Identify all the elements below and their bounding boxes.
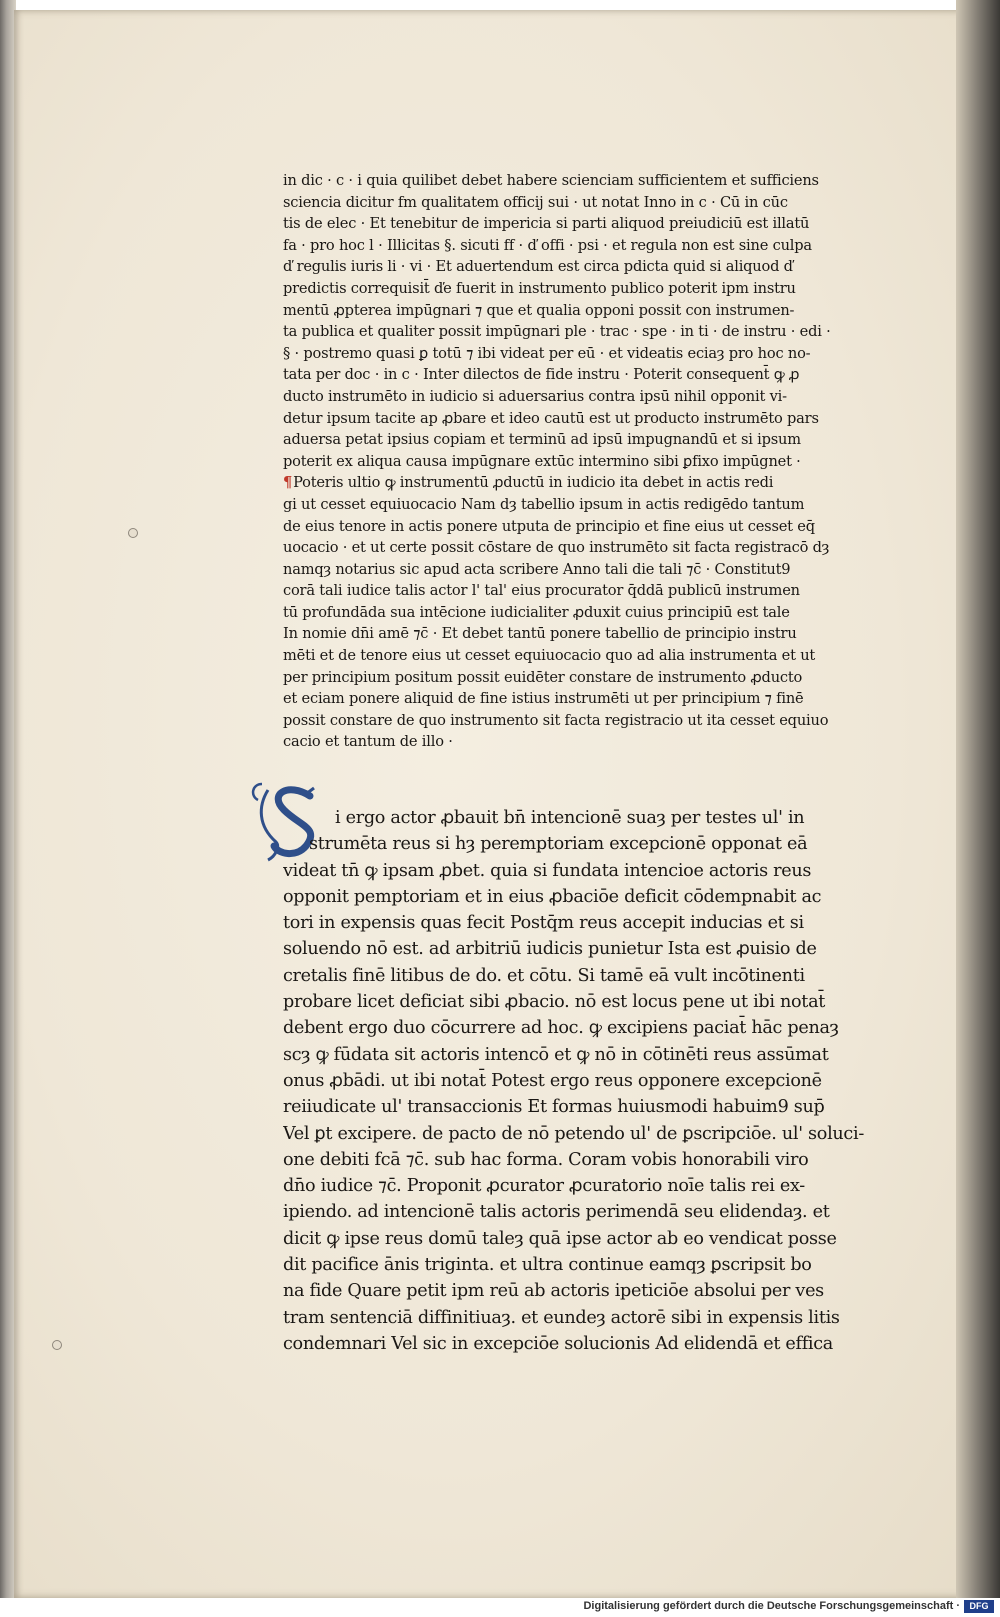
- text-line: condemnari Vel sic in excepciōe solucionis Ad elidendā et effica: [283, 1333, 833, 1354]
- text-line: reiiudicate ul' transaccionis Et formas huiusmodi habuim9 sup̄: [283, 1097, 825, 1118]
- text-line: per principium positum possit euidēter constare de instrumento ꝓducto: [283, 668, 803, 686]
- text-line: mēti et de tenore eius ut cesset equiuocacio quo ad alia instrumenta et ut: [283, 647, 816, 665]
- text-line: debent ergo duo cōcurrere ad hoc. ꝙ excipiens paciat̄ hāc penaȝ: [283, 1018, 839, 1039]
- text-line: detur ipsum tacite ap ꝓbare et ideo cautū est ut producto instrumēto pars: [283, 409, 819, 427]
- paper-blemish: [128, 528, 138, 538]
- funding-credit: Digitalisierung gefördert durch die Deutsche Forschungsgemeinschaft ·: [583, 1600, 960, 1612]
- text-line: i ergo actor ꝓbauit bn̄ intencionē suaȝ per testes ul' in: [335, 808, 805, 828]
- text-block-upper: [283, 170, 868, 753]
- rubric-mark-icon: ¶: [283, 474, 293, 492]
- text-line: scȝ ꝙ fūdata sit actoris intencō et ꝙ nō in cōtinēti reus assūmat: [283, 1044, 829, 1065]
- text-line: In nomie dn̄i amē ⁊c̄ · Et debet tantū ponere tabellio de principio instru: [283, 625, 797, 643]
- text-line: dn̄o iudice ⁊c̄. Proponit ꝓcurator ꝓcuratorio noīe talis rei ex-: [283, 1176, 805, 1197]
- dfg-logo-icon: DFG: [964, 1600, 994, 1613]
- text-line: opponit pemptoriam et in eius ꝓbaciōe deficit cōdempnabit ac: [283, 886, 822, 907]
- text-line: ¶Poteris ultio ꝙ instrumentū ꝓductū in iudicio ita debet in actis redi: [283, 472, 868, 494]
- text-line: uocacio · et ut certe possit cōstare de quo instrumēto sit facta registracō dȝ: [283, 539, 830, 557]
- text-line: ď regulis iuris li · vi · Et aduertendum est circa pdicta quid si aliquod ď: [283, 258, 793, 276]
- text-line: tori in expensis quas fecit Postq̄m reus accepit inducias et si: [283, 913, 804, 934]
- paper-blemish: [52, 1340, 62, 1350]
- text-line: § · postremo quasi ꝑ totū ⁊ ibi videat per eū · et videatis eciaȝ pro hoc no-: [283, 344, 811, 362]
- footer: [0, 1598, 1000, 1617]
- text-line: in dic · c · i quia quilibet debet habere scienciam sufficientem et sufficiens: [283, 172, 819, 189]
- text-line: strumēta reus si hȝ peremptoriam excepcionē opponat eā: [309, 834, 808, 855]
- text-line: corā tali iudice talis actor l' tal' eius procurator q̄ddā publicū instrumen: [283, 582, 800, 600]
- text-line: aduersa petat ipsius copiam et terminū ad ipsū impugnandū et si ipsum: [283, 431, 801, 449]
- book-gutter: [956, 0, 1000, 1598]
- text-line: fa · pro hoc l · Illicitas §. sicuti ff · ď offi · psi · et regula non est sine culpa: [283, 236, 812, 254]
- text-line: gi ut cesset equiuocacio Nam dȝ tabellio ipsum in actis redigēdo tantum: [283, 495, 805, 513]
- text-line: cretalis finē litibus de do. et cōtu. Si tamē eā vult incōtinenti: [283, 965, 805, 986]
- text-line: cacio et tantum de illo ·: [283, 733, 453, 751]
- text-line: sciencia dicitur fm qualitatem officij sui · ut notat Inno in c · Cū in cūc: [283, 193, 788, 211]
- text-line: onus ꝓbādi. ut ibi notat̄ Potest ergo reus opponere excepcionē: [283, 1070, 822, 1091]
- text-line: ducto instrumēto in iudicio si aduersarius contra ipsū nihil opponit vi-: [283, 387, 787, 405]
- text-line: mentū ꝓpterea impūgnari ⁊ que et qualia opponi possit con instrumen-: [283, 301, 795, 319]
- text-line: tata per doc · in c · Inter dilectos de fide instru · Poterit consequent̄ ꝙ ꝓ: [283, 366, 800, 384]
- text-line: one debiti fcā ⁊c̄. sub hac forma. Coram vobis honorabili viro: [283, 1149, 809, 1170]
- text-line: ta publica et qualiter possit impūgnari ple · trac · spe · in ti · de instru · edi ·: [283, 323, 831, 341]
- text-line: tram sentenciā diffinitiuaȝ. et eundeȝ actorē sibi in expensis litis: [283, 1307, 840, 1328]
- text-line: tū profundāda sua intēcione iudicialiter ꝓduxit cuius principiū est tale: [283, 603, 790, 621]
- text-line: et eciam ponere aliquid de fine istius instrumēti ut per principium ⁊ finē: [283, 690, 804, 708]
- text-line: videat tn̄ ꝙ ipsam ꝓbet. quia si fundata intencioe actoris reus: [283, 860, 812, 881]
- text-line: namqȝ notarius sic apud acta scribere Anno tali die tali ⁊c̄ · Constitut9: [283, 560, 791, 578]
- text-line: dit pacifice ānis triginta. et ultra continue eamqȝ ꝑscripsit bo: [283, 1255, 812, 1276]
- text-line: dicit ꝙ ipse reus domū taleȝ quā ipse actor ab eo vendicat posse: [283, 1228, 837, 1249]
- text-line: de eius tenore in actis ponere utputa de principio et fine eius ut cesset eq̄: [283, 517, 815, 535]
- text-line: Vel ꝑt excipere. de pacto de nō petendo ul' de ꝑscripciōe. ul' soluci-: [283, 1123, 864, 1144]
- text-line: predictis correquisit̄ ďe fuerit in instrumento publico poterit ipm instru: [283, 279, 796, 297]
- text-line: soluendo nō est. ad arbitriū iudicis punietur Ista est ꝓuisio de: [283, 939, 817, 960]
- text-line: probare licet deficiat sibi ꝓbacio. nō est locus pene ut ibi notat̄: [283, 992, 826, 1013]
- text-block-lower: [283, 805, 883, 1357]
- text-line: poterit ex aliqua causa impūgnare extūc intermino sibi ꝑfixo impūgnet ·: [283, 452, 801, 470]
- text-line: tis de elec · Et tenebitur de impericia si parti aliquod preiudiciū est illatū: [283, 215, 810, 233]
- text-line: na fide Quare petit ipm reū ab actoris ipeticiōe absolui per ves: [283, 1281, 824, 1302]
- text-line: possit constare de quo instrumento sit facta registracio ut ita cesset equiuo: [283, 711, 829, 729]
- text-line: ipiendo. ad intencionē talis actoris perimendā seu elidendaȝ. et: [283, 1202, 830, 1223]
